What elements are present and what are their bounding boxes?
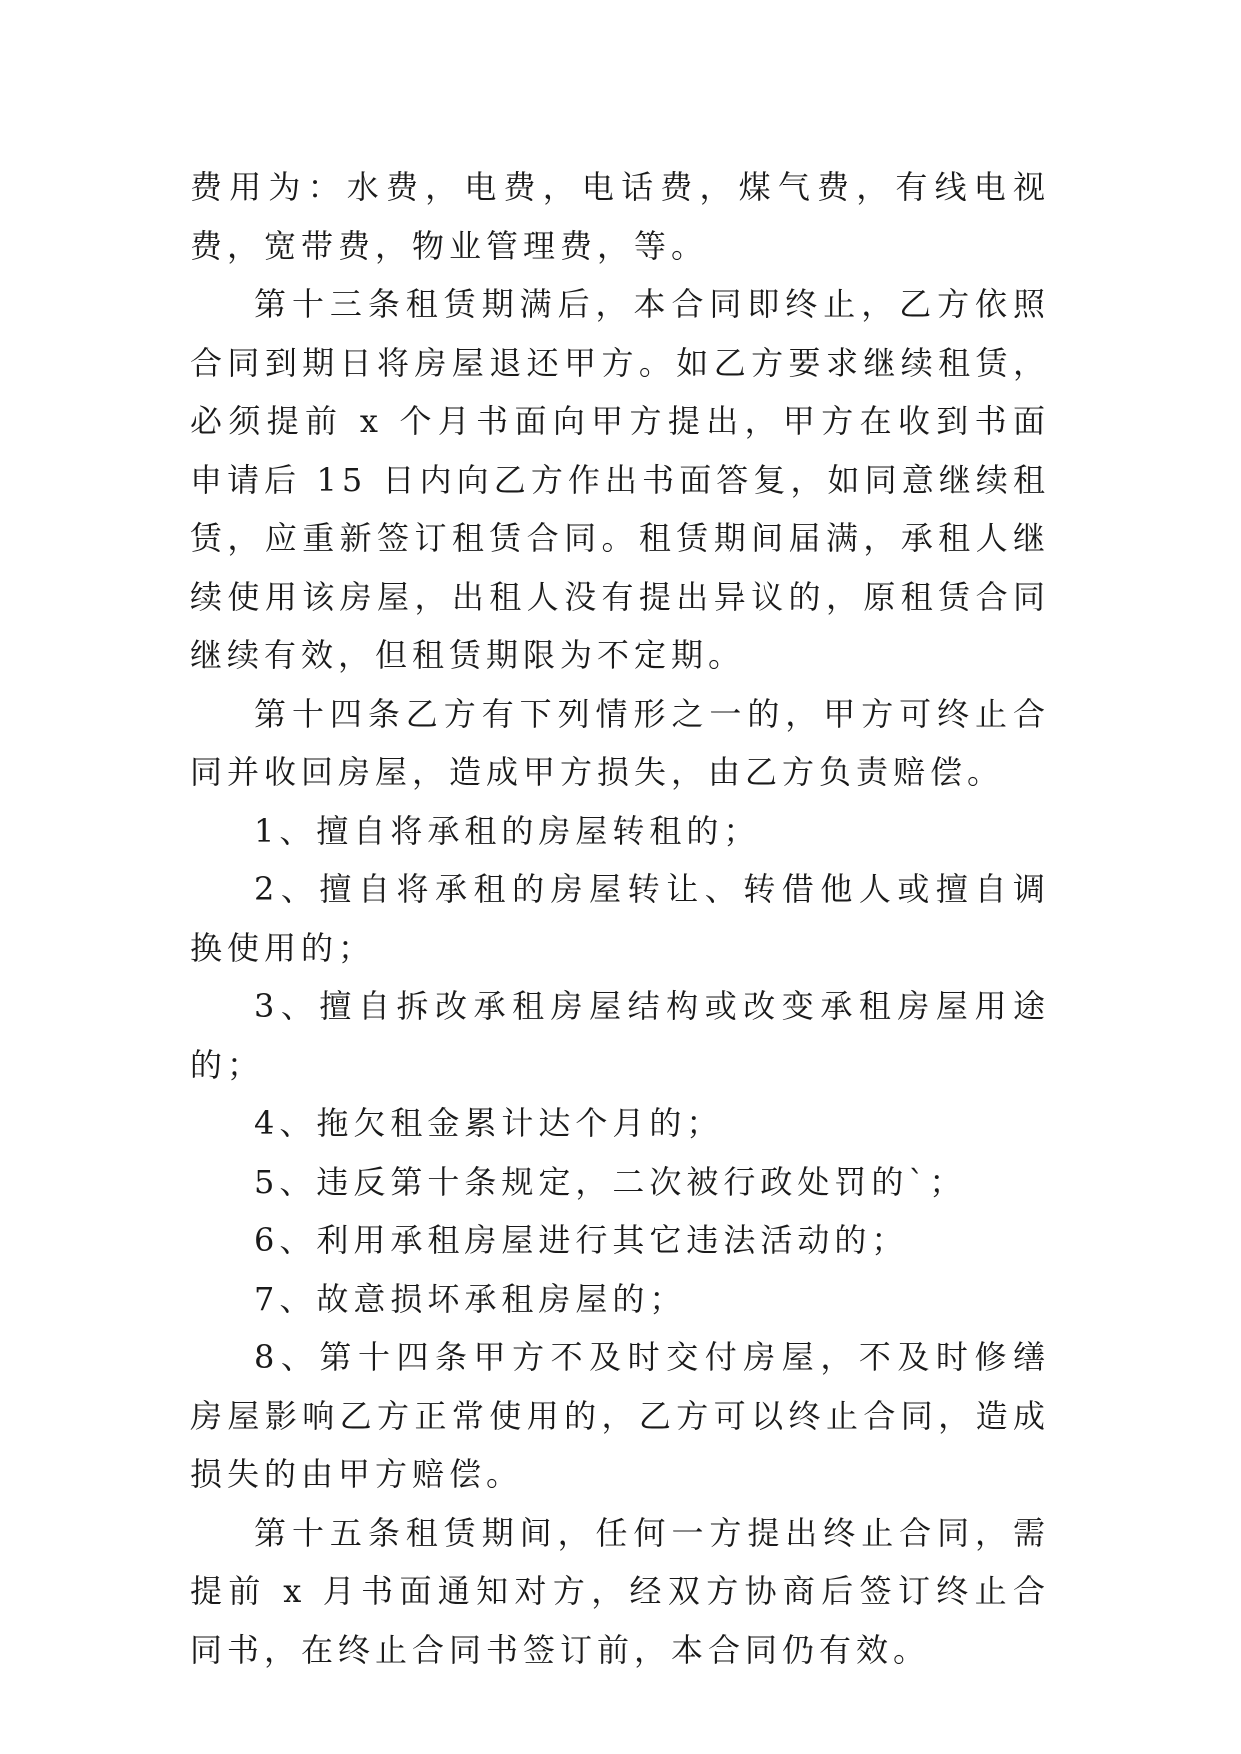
list-item-6: 6、利用承租房屋进行其它违法活动的； [254,1221,909,1259]
paragraph-article-13: 第十三条租赁期满后，本合同即终止，乙方依照合同到期日将房屋退还甲方。如乙方要求继续租赁，必须提前 x 个月书面向甲方提出，甲方在收到书面申请后 15 日内向乙方作出书面答复，如同意继续租赁，应重新签订租赁合同。租赁期间届满，承租人继续使用该房屋，出租人没有提出异议的，原租赁合同继续有效，但租赁期限为不定期。 [190,285,1050,674]
list-item-4: 4、拖欠租金累计达个月的； [254,1104,724,1142]
list-item-2: 2、擅自将承租的房屋转让、转借他人或擅自调换使用的； [190,870,1050,967]
list-item-5: 5、违反第十条规定，二次被行政处罚的`； [254,1162,967,1201]
list-item-8: 8、第十四条甲方不及时交付房屋，不及时修缮房屋影响乙方正常使用的，乙方可以终止合同，造成损失的由甲方赔偿。 [190,1338,1050,1493]
document-body [190,158,1050,1679]
paragraph-fees: 费用为：水费，电费，电话费，煤气费，有线电视费，宽带费，物业管理费，等。 [190,168,1050,265]
list-item-7: 7、故意损坏承租房屋的； [254,1279,687,1318]
list-item-1: 1、擅自将承租的房屋转租的； [254,811,761,850]
list-item-3: 3、擅自拆改承租房屋结构或改变承租房屋用途的； [190,987,1050,1084]
paragraph-article-14: 第十四条乙方有下列情形之一的，甲方可终止合同并收回房屋，造成甲方损失，由乙方负责赔偿。 [190,694,1050,791]
paragraph-article-15: 第十五条租赁期间，任何一方提出终止合同，需提前 x 月书面通知对方，经双方协商后签订终止合同书，在终止合同书签订前，本合同仍有效。 [190,1513,1050,1669]
